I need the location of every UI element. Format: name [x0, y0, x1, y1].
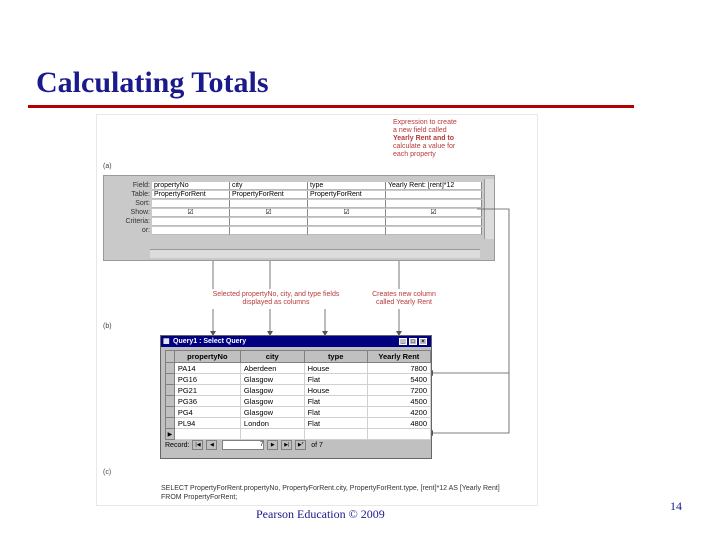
grid-label: or: — [141, 227, 150, 234]
row-selector[interactable] — [166, 374, 175, 385]
next-record-icon[interactable]: ▶ — [267, 440, 278, 450]
row-selector[interactable] — [166, 363, 175, 374]
note-line: each property — [393, 151, 436, 158]
table-row[interactable] — [166, 385, 431, 396]
show-checkbox[interactable]: ☑ — [230, 209, 308, 217]
table-row[interactable] — [166, 396, 431, 407]
row-selector-header[interactable] — [166, 351, 175, 363]
part-b-label: (b) — [103, 323, 112, 330]
page-number: 14 — [670, 499, 682, 513]
results-table — [165, 350, 431, 440]
cell-empty[interactable] — [174, 429, 240, 440]
window-title: Query1 : Select Query — [173, 338, 247, 345]
column-header[interactable]: city — [240, 351, 304, 363]
show-checkbox[interactable]: ☑ — [152, 209, 230, 217]
cell-city[interactable]: London — [240, 418, 304, 429]
query-results-window — [160, 335, 432, 459]
table-row[interactable] — [166, 363, 431, 374]
column-header[interactable]: propertyNo — [174, 351, 240, 363]
record-label: Record: — [165, 442, 190, 449]
cell-yearly-rent[interactable]: 4500 — [367, 396, 430, 407]
cell-type[interactable]: Flat — [304, 396, 367, 407]
row-selector[interactable] — [166, 385, 175, 396]
first-record-icon[interactable]: |◀ — [192, 440, 203, 450]
grid-table-cell[interactable]: PropertyForRent — [152, 191, 230, 199]
grid-field-cell[interactable]: city — [230, 182, 308, 190]
grid-table-cell[interactable]: PropertyForRent — [308, 191, 386, 199]
new-record-row[interactable] — [166, 429, 431, 440]
note-line: Creates new column — [372, 291, 436, 298]
cell-property-no[interactable]: PG4 — [174, 407, 240, 418]
cell-city[interactable]: Glasgow — [240, 396, 304, 407]
table-row[interactable] — [166, 418, 431, 429]
cell-type[interactable]: Flat — [304, 418, 367, 429]
cell-city[interactable]: Aberdeen — [240, 363, 304, 374]
part-c-label: (c) — [103, 469, 112, 476]
column-header[interactable]: type — [304, 351, 367, 363]
show-checkbox[interactable]: ☑ — [386, 209, 482, 217]
cell-yearly-rent[interactable]: 7800 — [367, 363, 430, 374]
sql-line: FROM PropertyForRent; — [161, 494, 238, 501]
new-record-marker[interactable]: ▶ — [166, 429, 175, 440]
previous-record-icon[interactable]: ◀ — [206, 440, 217, 450]
close-button[interactable]: × — [419, 338, 427, 345]
column-header[interactable]: Yearly Rent — [367, 351, 430, 363]
cell-city[interactable]: Glasgow — [240, 385, 304, 396]
cell-yearly-rent[interactable]: 5400 — [367, 374, 430, 385]
cell-yearly-rent[interactable]: 4200 — [367, 407, 430, 418]
cell-type[interactable]: House — [304, 363, 367, 374]
record-number-input[interactable]: 7 — [222, 440, 264, 450]
cell-property-no[interactable]: PL94 — [174, 418, 240, 429]
note-line: Expression to create — [393, 119, 457, 126]
slide-title: Calculating Totals — [36, 66, 269, 99]
note-line: calculate a value for — [393, 143, 456, 150]
cell-empty[interactable] — [367, 429, 430, 440]
title-underline — [28, 105, 634, 108]
maximize-button[interactable]: □ — [409, 338, 417, 345]
cell-type[interactable]: Flat — [304, 374, 367, 385]
row-selector[interactable] — [166, 407, 175, 418]
cell-type[interactable]: House — [304, 385, 367, 396]
table-row[interactable] — [166, 407, 431, 418]
cell-empty[interactable] — [304, 429, 367, 440]
grid-table-cell[interactable]: PropertyForRent — [230, 191, 308, 199]
grid-label: Table: — [131, 191, 150, 198]
window-titlebar[interactable] — [161, 336, 431, 347]
note-line: a new field called — [393, 127, 447, 134]
footer-copyright: Pearson Education © 2009 — [256, 507, 385, 521]
grid-field-cell[interactable]: propertyNo — [152, 182, 230, 190]
grid-field-cell[interactable]: type — [308, 182, 386, 190]
part-a-label: (a) — [103, 163, 112, 170]
note-line: Yearly Rent and to — [393, 135, 455, 142]
record-of-label: of — [311, 442, 318, 449]
grid-label: Sort: — [135, 200, 150, 207]
grid-field-cell[interactable]: Yearly Rent: [rent]*12 — [386, 182, 482, 190]
grid-label: Criteria: — [125, 218, 150, 225]
grid-label: Field: — [132, 182, 150, 189]
cell-property-no[interactable]: PG36 — [174, 396, 240, 407]
cell-yearly-rent[interactable]: 7200 — [367, 385, 430, 396]
last-record-icon[interactable]: ▶| — [281, 440, 292, 450]
record-total: 7 — [318, 442, 323, 449]
cell-property-no[interactable]: PG21 — [174, 385, 240, 396]
new-record-icon[interactable]: ▶* — [295, 440, 306, 450]
sql-line: SELECT PropertyForRent.propertyNo, PropertyForRent.city, PropertyForRent.type, [rent]*12 AS [Yearly Rent] — [161, 485, 500, 492]
note-line: Selected propertyNo, city, and type fields — [212, 291, 340, 298]
note-line: called Yearly Rent — [375, 299, 433, 306]
show-checkbox[interactable]: ☑ — [308, 209, 386, 217]
datasheet-icon: ▦ — [163, 338, 170, 345]
cell-property-no[interactable]: PA14 — [174, 363, 240, 374]
cell-empty[interactable] — [240, 429, 304, 440]
sql-statement — [161, 484, 500, 502]
cell-type[interactable]: Flat — [304, 407, 367, 418]
cell-property-no[interactable]: PG16 — [174, 374, 240, 385]
row-selector[interactable] — [166, 396, 175, 407]
minimize-button[interactable]: _ — [399, 338, 407, 345]
record-navigator — [165, 440, 425, 452]
cell-yearly-rent[interactable]: 4800 — [367, 418, 430, 429]
table-row[interactable] — [166, 374, 431, 385]
cell-city[interactable]: Glasgow — [240, 407, 304, 418]
note-line: displayed as columns — [242, 299, 310, 306]
query-figure — [96, 114, 538, 506]
row-selector[interactable] — [166, 418, 175, 429]
grid-label: Show: — [130, 209, 150, 216]
cell-city[interactable]: Glasgow — [240, 374, 304, 385]
